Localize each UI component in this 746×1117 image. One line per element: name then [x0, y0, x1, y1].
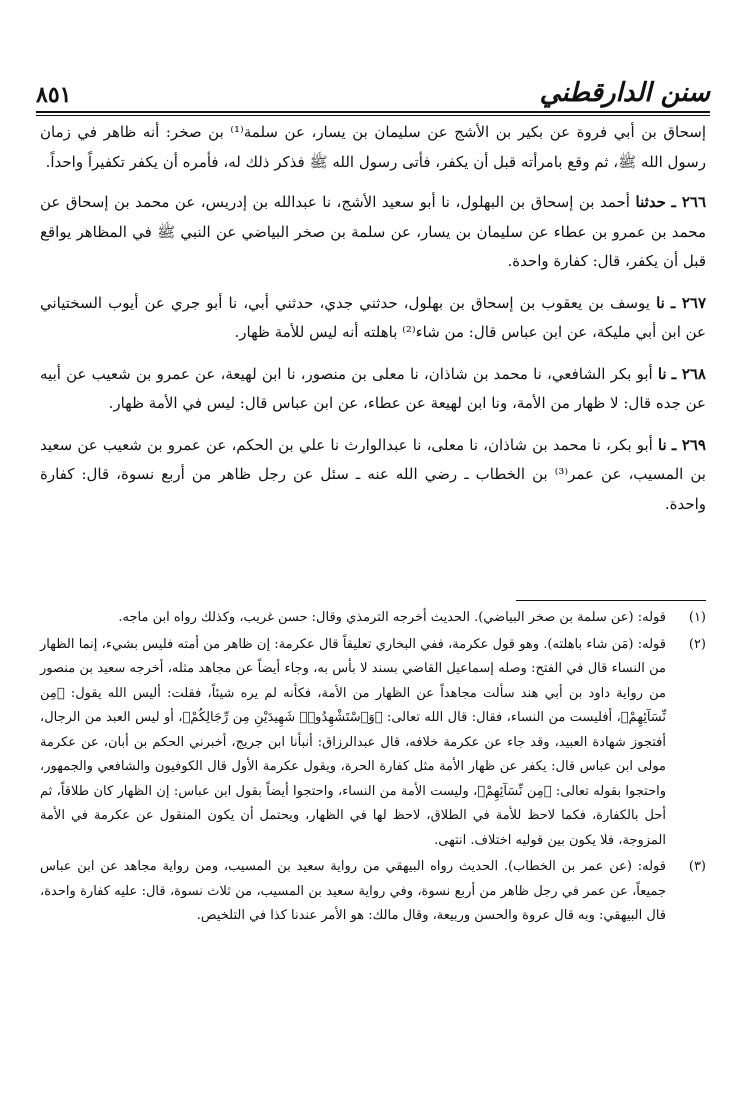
narration-keyword: نا [657, 435, 667, 454]
footnote [40, 633, 706, 854]
footnote-text: قوله: (عن عمر بن الخطاب). الحديث رواه البيهقي من رواية سعيد بن المسيب، ومن رواية مجاهد عن ابن عباس جميعاً، عن عمر في رجل ظاهر من أربع نسوة، وفي رواية سعيد بن المسيب، من ثلاث نسوة، قال: عليه كفارة واحدة، قال البيهقي: وبه قال عروة والحسن وربيعة، وقال مالك: هو الأمر عندنا كذا في التلخيص. [40, 859, 666, 923]
footnotes [40, 606, 706, 929]
hadith-number: ٢٦٨ ـ [671, 364, 706, 383]
narration-keyword: نا [657, 364, 667, 383]
header-divider [36, 111, 710, 116]
hadith-entry [40, 188, 706, 277]
hadith-number: ٢٦٧ ـ [670, 293, 706, 312]
hadith-entry [40, 431, 706, 520]
hadith-entry [40, 360, 706, 419]
page-number: ٨٥١ [36, 82, 72, 108]
main-text [40, 118, 706, 531]
running-title: سنن الدارقطني [539, 78, 710, 108]
footnote [40, 606, 706, 631]
page-header [36, 68, 710, 108]
continuation-paragraph: إسحاق بن أبي فروة عن بكير بن الأشج عن سليمان بن يسار، عن سلمة⁽¹⁾ بن صخر: أنه ظاهر في زمان رسول الله ﷺ، ثم وقع بامرأته قبل أن يكفر، فأتى رسول الله ﷺ فذكر ذلك له، فأمره أن يكفر تكفيراً واحداً. [40, 123, 706, 171]
footnote-number: (٣) [688, 859, 706, 874]
narration-keyword: حدثنا [635, 193, 666, 211]
hadith-entry [40, 289, 706, 348]
footnote-number: (٢) [688, 636, 706, 652]
hadith-text: أبو بكر الشافعي، نا محمد بن شاذان، نا معلى بن منصور، نا ابن لهيعة، عن عمرو بن شعيب عن أبيه عن جده قال: لا ظهار من الأمة، ونا ابن لهيعة عن عطاء، عن ابن عباس قال: ليس في الأمة ظهار. [40, 364, 706, 412]
narration-keyword: نا [656, 293, 665, 312]
footnote-text: قوله: (عن سلمة بن صخر البياضي). الحديث أخرجه الترمذي وقال: حسن غريب، وكذلك رواه ابن ماجه. [118, 610, 666, 625]
footnote [40, 855, 706, 929]
hadith-number: ٢٦٦ ـ [671, 193, 706, 211]
hadith-text: أحمد بن إسحاق بن البهلول، نا أبو سعيد الأشج، نا عبدالله بن إدريس، عن محمد بن إسحاق عن محمد بن عمرو بن عطاء عن سليمان بن يسار، عن سلمة بن صخر البياضي عن النبي ﷺ في المظاهر يواقع قبل أن يكفر، قال: كفارة واحدة. [40, 193, 706, 270]
footnote-number: (١) [688, 610, 706, 625]
footnote-text: قوله: (مَن شاء باهلته). وهو قول عكرمة، ففي البخاري تعليقاً قال عكرمة: إن ظاهر من أمته فليس بشيء، إنما الظهار من النساء قال في الفتح: وصله إسماعيل القاضي بسند لا بأس به، وجاء أيضاً عن مجاهد مثله، أخرجه سعيد بن منصور من رواية داود بن أبي هند سألت مجاهداً عن الظهار من الأمة، فكأنه لم يره شيئاً، فقلت: أليس الله يقول: ﴿مِن نِّسَآئِهِمْ﴾، أفليست من النساء، فقال: قال الله تعالى: ﴿وَٱسْتَشْهِدُوا۟ شَهِيدَيْنِ مِن رِّجَالِكُمْ﴾، أو ليس العبد من الرجال، أفتجوز شهادة العبيد، وقد جاء عن عكرمة خلافه، قال عبدالرزاق: أنبأنا ابن جريج، أخبرني الحكم بن أبان، عن عكرمة مولى ابن عباس قال: يكفر عن ظهار الأمة مثل كفارة الحرة، ويقول عكرمة الأول قال الكوفيون والشافعي والجمهور، واحتجوا بقوله تعالى: ﴿مِن نِّسَآئِهِمْ﴾، وليست الأمة من النساء، واحتجوا أيضاً بقول ابن عباس: إن الظهار كان طلاقاً، ثم أحل بالكفارة، فكما لاحظ للأمة في الطلاق، لاحظ لها في الظهار، ويحتمل أن يكون المنقول عن عكرمة في الأمة المزوجة، فلا يكون بين قوليه اختلاف. انتهى. [40, 636, 666, 848]
hadith-text: يوسف بن يعقوب بن إسحاق بن بهلول، حدثني جدي، حدثني أبي، نا أبو جري عن أيوب السختياني عن ابن أبي مليكة، عن ابن عباس قال: من شاء⁽²⁾ باهلته أنه ليس للأمة ظهار. [40, 293, 706, 341]
hadith-text: أبو بكر، نا محمد بن شاذان، نا معلى، نا عبدالوارث نا علي بن الحكم، عن عمرو بن شعيب عن سعيد بن المسيب، عن عمر⁽³⁾ بن الخطاب ـ رضي الله عنه ـ سئل عن رجل ظاهر من أربع نسوة، قال: كفارة واحدة. [40, 435, 706, 513]
footnote-separator [516, 600, 706, 601]
hadith-number: ٢٦٩ ـ [671, 435, 706, 454]
